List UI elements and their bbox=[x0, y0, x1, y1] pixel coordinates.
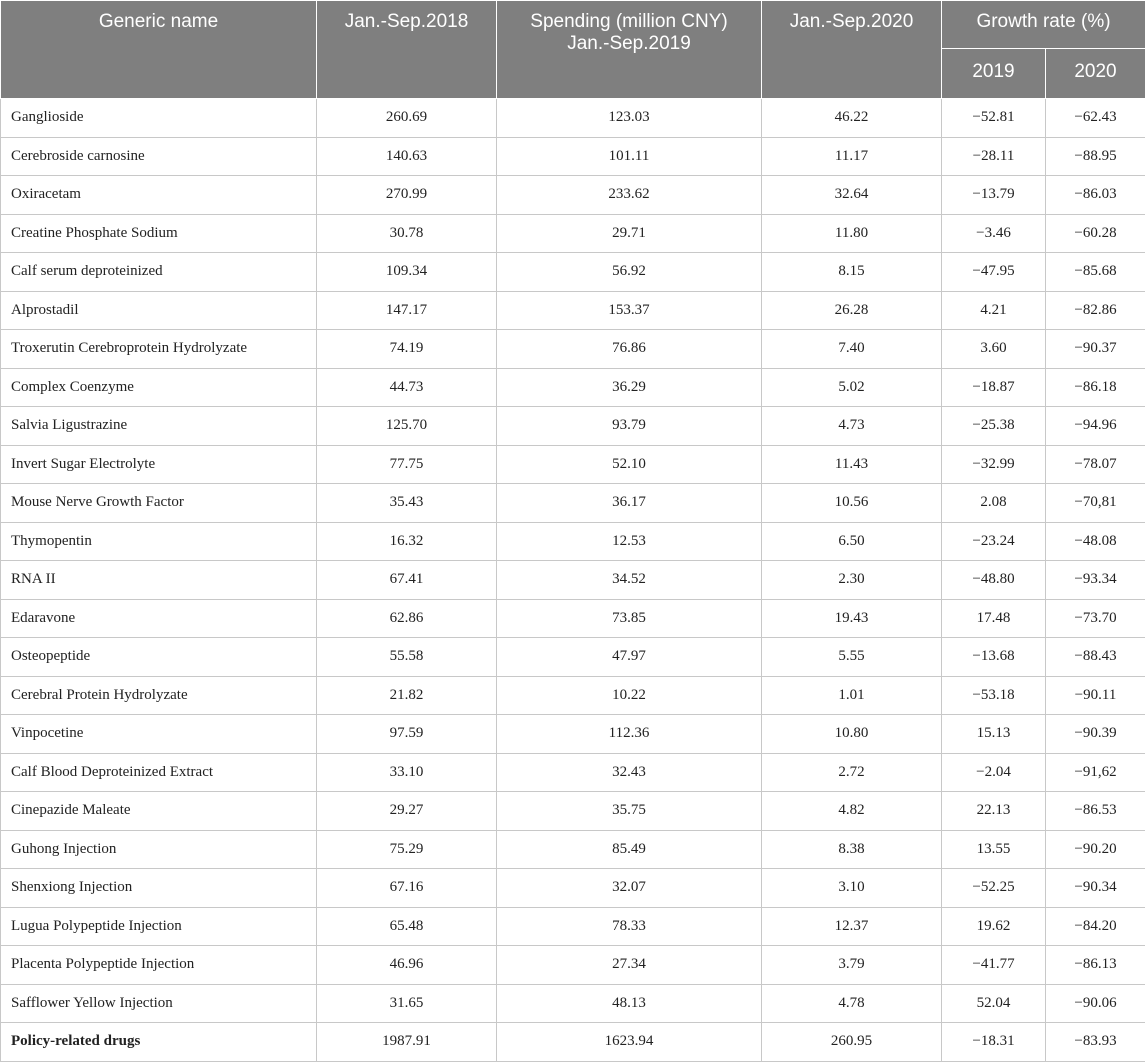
cell-growth-2020: −60.28 bbox=[1046, 214, 1145, 253]
cell-jan-sep-2019: 93.79 bbox=[497, 407, 762, 446]
cell-jan-sep-2019: 112.36 bbox=[497, 715, 762, 754]
cell-jan-sep-2019: 36.29 bbox=[497, 368, 762, 407]
cell-generic-name: Cinepazide Maleate bbox=[1, 792, 317, 831]
cell-jan-sep-2020: 5.55 bbox=[762, 638, 942, 677]
cell-growth-2020: −90.34 bbox=[1046, 869, 1145, 908]
cell-jan-sep-2018: 29.27 bbox=[317, 792, 497, 831]
cell-generic-name: Placenta Polypeptide Injection bbox=[1, 946, 317, 985]
table-row bbox=[1, 445, 1145, 484]
cell-jan-sep-2020: 11.80 bbox=[762, 214, 942, 253]
header-jan-sep-2018: Jan.-Sep.2018 bbox=[317, 1, 497, 99]
cell-generic-name: Troxerutin Cerebroprotein Hydrolyzate bbox=[1, 330, 317, 369]
cell-growth-2019: −53.18 bbox=[942, 676, 1046, 715]
cell-jan-sep-2019: 36.17 bbox=[497, 484, 762, 523]
cell-growth-2019: 3.60 bbox=[942, 330, 1046, 369]
cell-jan-sep-2020: 1.01 bbox=[762, 676, 942, 715]
cell-growth-2019: −25.38 bbox=[942, 407, 1046, 446]
cell-jan-sep-2018: 125.70 bbox=[317, 407, 497, 446]
cell-jan-sep-2019: 85.49 bbox=[497, 830, 762, 869]
table-row bbox=[1, 176, 1145, 215]
cell-generic-name: Vinpocetine bbox=[1, 715, 317, 754]
cell-jan-sep-2020: 26.28 bbox=[762, 291, 942, 330]
table-row bbox=[1, 830, 1145, 869]
cell-jan-sep-2019: 101.11 bbox=[497, 137, 762, 176]
table-row bbox=[1, 561, 1145, 600]
table-row bbox=[1, 522, 1145, 561]
cell-generic-name: Calf Blood Deproteinized Extract bbox=[1, 753, 317, 792]
cell-generic-name: RNA II bbox=[1, 561, 317, 600]
cell-jan-sep-2018: 31.65 bbox=[317, 984, 497, 1023]
table-row bbox=[1, 253, 1145, 292]
cell-jan-sep-2020: 4.82 bbox=[762, 792, 942, 831]
cell-jan-sep-2019: 123.03 bbox=[497, 99, 762, 138]
table-row bbox=[1, 869, 1145, 908]
cell-growth-2019: −48.80 bbox=[942, 561, 1046, 600]
cell-growth-2020: −82.86 bbox=[1046, 291, 1145, 330]
cell-jan-sep-2018: 35.43 bbox=[317, 484, 497, 523]
table-row bbox=[1, 599, 1145, 638]
cell-growth-2020: −86.03 bbox=[1046, 176, 1145, 215]
cell-jan-sep-2018: 67.41 bbox=[317, 561, 497, 600]
cell-jan-sep-2019: 32.07 bbox=[497, 869, 762, 908]
cell-growth-2020: −85.68 bbox=[1046, 253, 1145, 292]
cell-growth-2019: −52.25 bbox=[942, 869, 1046, 908]
cell-growth-2019: −13.79 bbox=[942, 176, 1046, 215]
cell-jan-sep-2018: 33.10 bbox=[317, 753, 497, 792]
cell-generic-name: Edaravone bbox=[1, 599, 317, 638]
cell-growth-2020: −48.08 bbox=[1046, 522, 1145, 561]
cell-jan-sep-2020: 8.38 bbox=[762, 830, 942, 869]
cell-jan-sep-2020: 46.22 bbox=[762, 99, 942, 138]
cell-growth-2020: −90.37 bbox=[1046, 330, 1145, 369]
table-row bbox=[1, 99, 1145, 138]
cell-growth-2020: −86.18 bbox=[1046, 368, 1145, 407]
cell-generic-name: Creatine Phosphate Sodium bbox=[1, 214, 317, 253]
table-row bbox=[1, 407, 1145, 446]
cell-growth-2020: −78.07 bbox=[1046, 445, 1145, 484]
cell-growth-2020: −88.95 bbox=[1046, 137, 1145, 176]
cell-jan-sep-2019: 52.10 bbox=[497, 445, 762, 484]
cell-growth-2019: 52.04 bbox=[942, 984, 1046, 1023]
table-row bbox=[1, 946, 1145, 985]
cell-jan-sep-2018: 260.69 bbox=[317, 99, 497, 138]
header-spending-group-label: Spending (million CNY) bbox=[503, 11, 755, 33]
cell-growth-2019: −28.11 bbox=[942, 137, 1046, 176]
cell-jan-sep-2019: 34.52 bbox=[497, 561, 762, 600]
cell-growth-2020: −90.11 bbox=[1046, 676, 1145, 715]
cell-jan-sep-2018: 16.32 bbox=[317, 522, 497, 561]
cell-jan-sep-2020: 32.64 bbox=[762, 176, 942, 215]
table-row bbox=[1, 676, 1145, 715]
cell-jan-sep-2019: 27.34 bbox=[497, 946, 762, 985]
header-spending-2019 bbox=[497, 1, 762, 99]
cell-growth-2020: −90.06 bbox=[1046, 984, 1145, 1023]
cell-growth-2019: −32.99 bbox=[942, 445, 1046, 484]
cell-generic-name: Salvia Ligustrazine bbox=[1, 407, 317, 446]
header-jan-sep-2019: Jan.-Sep.2019 bbox=[503, 33, 755, 55]
cell-jan-sep-2019: 76.86 bbox=[497, 330, 762, 369]
table-row bbox=[1, 715, 1145, 754]
cell-jan-sep-2019: 78.33 bbox=[497, 907, 762, 946]
cell-jan-sep-2019: 12.53 bbox=[497, 522, 762, 561]
header-growth-2019: 2019 bbox=[942, 49, 1046, 99]
cell-growth-2019: 15.13 bbox=[942, 715, 1046, 754]
table-row bbox=[1, 907, 1145, 946]
cell-jan-sep-2019: 29.71 bbox=[497, 214, 762, 253]
cell-jan-sep-2019: 48.13 bbox=[497, 984, 762, 1023]
cell-growth-2020: −90.20 bbox=[1046, 830, 1145, 869]
cell-generic-name: Calf serum deproteinized bbox=[1, 253, 317, 292]
cell-jan-sep-2018: 30.78 bbox=[317, 214, 497, 253]
cell-jan-sep-2018: 21.82 bbox=[317, 676, 497, 715]
cell-jan-sep-2020: 260.95 bbox=[762, 1023, 942, 1062]
cell-jan-sep-2020: 11.17 bbox=[762, 137, 942, 176]
cell-jan-sep-2018: 97.59 bbox=[317, 715, 497, 754]
cell-jan-sep-2019: 10.22 bbox=[497, 676, 762, 715]
cell-jan-sep-2019: 233.62 bbox=[497, 176, 762, 215]
cell-jan-sep-2020: 4.73 bbox=[762, 407, 942, 446]
cell-growth-2019: 2.08 bbox=[942, 484, 1046, 523]
cell-growth-2019: 13.55 bbox=[942, 830, 1046, 869]
cell-jan-sep-2020: 2.72 bbox=[762, 753, 942, 792]
cell-jan-sep-2018: 140.63 bbox=[317, 137, 497, 176]
cell-jan-sep-2020: 10.56 bbox=[762, 484, 942, 523]
cell-jan-sep-2020: 12.37 bbox=[762, 907, 942, 946]
table-row bbox=[1, 792, 1145, 831]
cell-jan-sep-2020: 5.02 bbox=[762, 368, 942, 407]
cell-growth-2020: −73.70 bbox=[1046, 599, 1145, 638]
table-row bbox=[1, 368, 1145, 407]
cell-growth-2020: −86.53 bbox=[1046, 792, 1145, 831]
total-row bbox=[1, 1023, 1145, 1062]
cell-growth-2019: 22.13 bbox=[942, 792, 1046, 831]
cell-jan-sep-2019: 153.37 bbox=[497, 291, 762, 330]
cell-generic-name: Shenxiong Injection bbox=[1, 869, 317, 908]
header-generic-name: Generic name bbox=[1, 1, 317, 99]
cell-jan-sep-2018: 1987.91 bbox=[317, 1023, 497, 1062]
cell-jan-sep-2018: 74.19 bbox=[317, 330, 497, 369]
cell-jan-sep-2019: 32.43 bbox=[497, 753, 762, 792]
table-row bbox=[1, 638, 1145, 677]
cell-growth-2020: −90.39 bbox=[1046, 715, 1145, 754]
cell-growth-2019: −3.46 bbox=[942, 214, 1046, 253]
cell-jan-sep-2019: 47.97 bbox=[497, 638, 762, 677]
cell-growth-2019: 19.62 bbox=[942, 907, 1046, 946]
cell-growth-2019: −47.95 bbox=[942, 253, 1046, 292]
cell-generic-name: Complex Coenzyme bbox=[1, 368, 317, 407]
cell-jan-sep-2018: 65.48 bbox=[317, 907, 497, 946]
table-row bbox=[1, 984, 1145, 1023]
cell-growth-2020: −91,62 bbox=[1046, 753, 1145, 792]
cell-jan-sep-2019: 1623.94 bbox=[497, 1023, 762, 1062]
cell-growth-2020: −83.93 bbox=[1046, 1023, 1145, 1062]
cell-jan-sep-2020: 8.15 bbox=[762, 253, 942, 292]
header-jan-sep-2020: Jan.-Sep.2020 bbox=[762, 1, 942, 99]
cell-jan-sep-2018: 46.96 bbox=[317, 946, 497, 985]
cell-jan-sep-2020: 7.40 bbox=[762, 330, 942, 369]
cell-generic-name: Osteopeptide bbox=[1, 638, 317, 677]
table-row bbox=[1, 753, 1145, 792]
table-header bbox=[1, 1, 1145, 99]
cell-growth-2019: −23.24 bbox=[942, 522, 1046, 561]
cell-growth-2019: −41.77 bbox=[942, 946, 1046, 985]
table-row bbox=[1, 484, 1145, 523]
cell-growth-2019: 17.48 bbox=[942, 599, 1046, 638]
cell-growth-2020: −86.13 bbox=[1046, 946, 1145, 985]
cell-growth-2020: −70,81 bbox=[1046, 484, 1145, 523]
cell-jan-sep-2018: 75.29 bbox=[317, 830, 497, 869]
cell-jan-sep-2018: 62.86 bbox=[317, 599, 497, 638]
cell-jan-sep-2020: 4.78 bbox=[762, 984, 942, 1023]
cell-jan-sep-2020: 6.50 bbox=[762, 522, 942, 561]
cell-generic-name: Lugua Polypeptide Injection bbox=[1, 907, 317, 946]
cell-generic-name: Mouse Nerve Growth Factor bbox=[1, 484, 317, 523]
table-row bbox=[1, 291, 1145, 330]
header-growth-rate: Growth rate (%) bbox=[942, 1, 1145, 49]
cell-growth-2019: −18.87 bbox=[942, 368, 1046, 407]
cell-jan-sep-2020: 11.43 bbox=[762, 445, 942, 484]
cell-generic-name: Cerebral Protein Hydrolyzate bbox=[1, 676, 317, 715]
cell-jan-sep-2020: 3.79 bbox=[762, 946, 942, 985]
table-body bbox=[1, 99, 1145, 1062]
header-growth-2020: 2020 bbox=[1046, 49, 1145, 99]
cell-jan-sep-2019: 35.75 bbox=[497, 792, 762, 831]
cell-jan-sep-2019: 56.92 bbox=[497, 253, 762, 292]
cell-generic-name: Thymopentin bbox=[1, 522, 317, 561]
cell-generic-name: Guhong Injection bbox=[1, 830, 317, 869]
cell-jan-sep-2018: 77.75 bbox=[317, 445, 497, 484]
cell-growth-2020: −84.20 bbox=[1046, 907, 1145, 946]
cell-jan-sep-2019: 73.85 bbox=[497, 599, 762, 638]
cell-jan-sep-2020: 10.80 bbox=[762, 715, 942, 754]
table-row bbox=[1, 137, 1145, 176]
cell-jan-sep-2018: 55.58 bbox=[317, 638, 497, 677]
cell-growth-2019: −18.31 bbox=[942, 1023, 1046, 1062]
cell-jan-sep-2018: 109.34 bbox=[317, 253, 497, 292]
cell-growth-2020: −62.43 bbox=[1046, 99, 1145, 138]
cell-generic-name: Cerebroside carnosine bbox=[1, 137, 317, 176]
cell-jan-sep-2018: 44.73 bbox=[317, 368, 497, 407]
cell-generic-name: Alprostadil bbox=[1, 291, 317, 330]
cell-growth-2019: −13.68 bbox=[942, 638, 1046, 677]
cell-growth-2019: −2.04 bbox=[942, 753, 1046, 792]
cell-generic-name: Oxiracetam bbox=[1, 176, 317, 215]
cell-growth-2019: 4.21 bbox=[942, 291, 1046, 330]
cell-growth-2020: −93.34 bbox=[1046, 561, 1145, 600]
cell-generic-name: Safflower Yellow Injection bbox=[1, 984, 317, 1023]
cell-growth-2020: −94.96 bbox=[1046, 407, 1145, 446]
cell-generic-name: Invert Sugar Electrolyte bbox=[1, 445, 317, 484]
cell-generic-name: Policy-related drugs bbox=[1, 1023, 317, 1062]
cell-growth-2019: −52.81 bbox=[942, 99, 1046, 138]
table-row bbox=[1, 330, 1145, 369]
cell-jan-sep-2018: 67.16 bbox=[317, 869, 497, 908]
cell-jan-sep-2018: 147.17 bbox=[317, 291, 497, 330]
cell-jan-sep-2020: 3.10 bbox=[762, 869, 942, 908]
cell-jan-sep-2018: 270.99 bbox=[317, 176, 497, 215]
cell-growth-2020: −88.43 bbox=[1046, 638, 1145, 677]
cell-generic-name: Ganglioside bbox=[1, 99, 317, 138]
table-row bbox=[1, 214, 1145, 253]
cell-jan-sep-2020: 2.30 bbox=[762, 561, 942, 600]
cell-jan-sep-2020: 19.43 bbox=[762, 599, 942, 638]
